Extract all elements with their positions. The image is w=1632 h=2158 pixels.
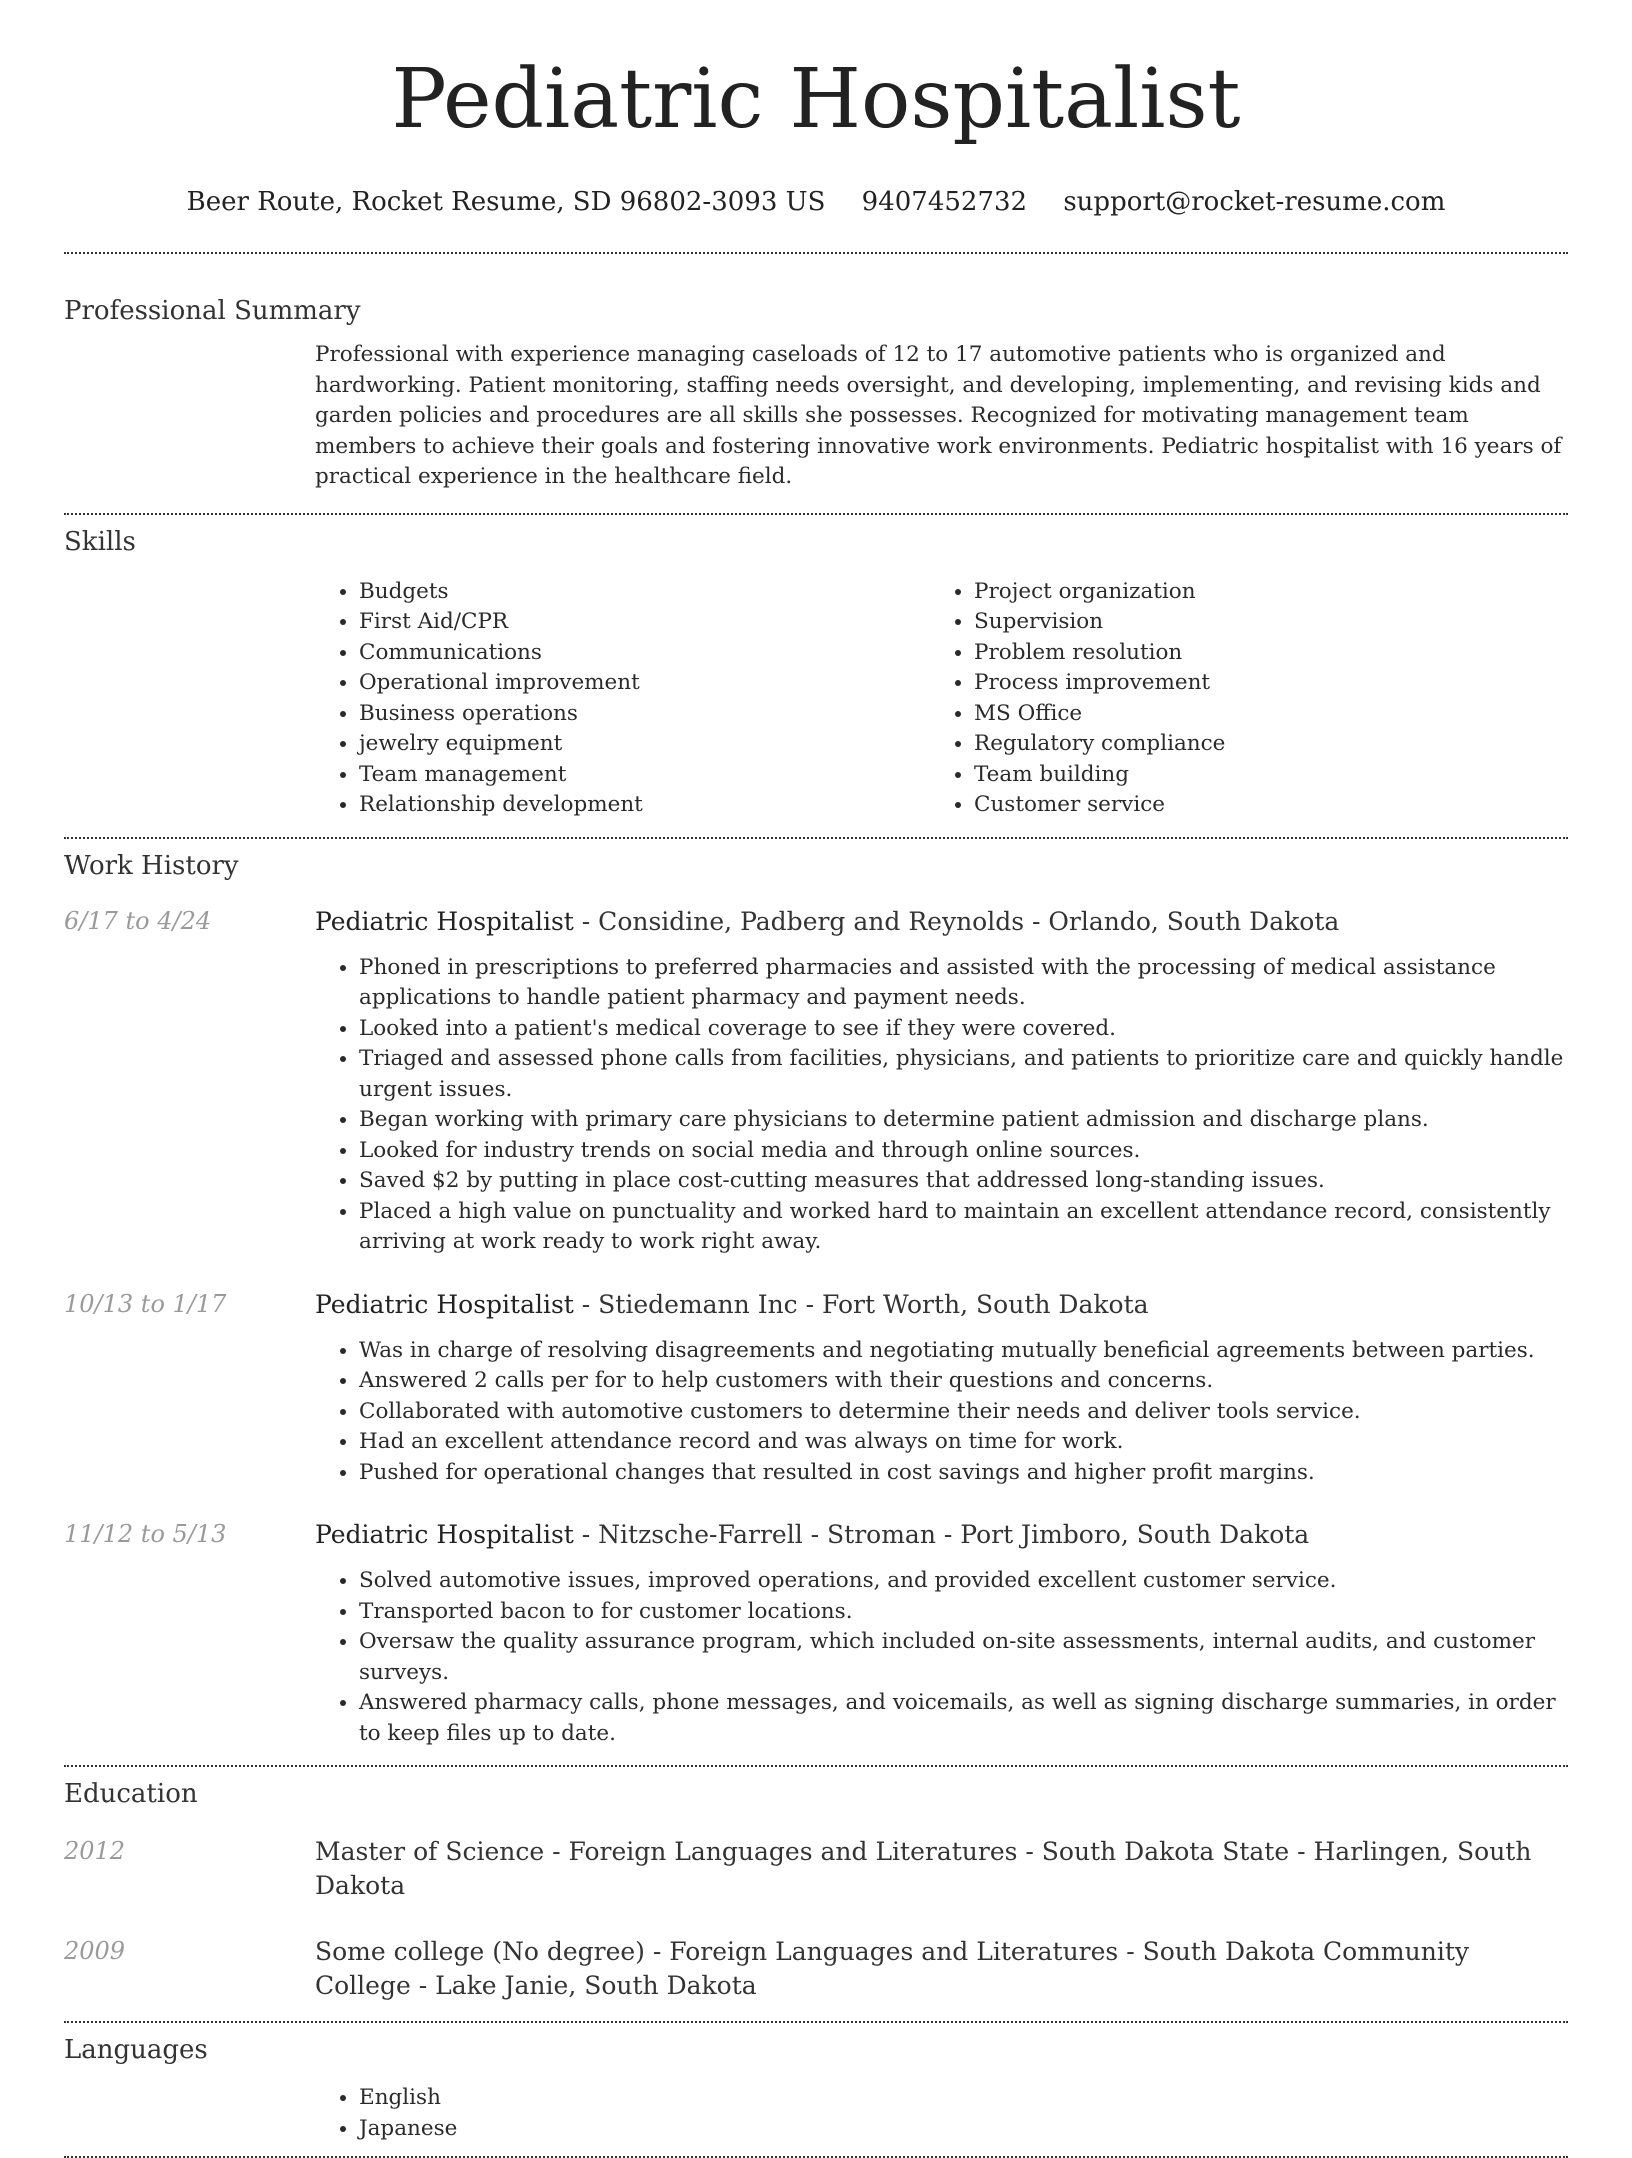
job-entry: [0, 1288, 1632, 1489]
language-item: • English: [359, 2083, 1568, 2114]
job-header: [315, 1288, 1568, 1322]
education-school: - South Dakota Community College - Lake Janie, South Dakota: [315, 1937, 1469, 2000]
section-divider: [64, 252, 1568, 254]
job-dates: 11/12 to 5/13: [64, 1520, 227, 1548]
skill-item: • jewelry equipment: [359, 729, 930, 760]
contact-line: [0, 186, 1632, 218]
section-divider: [64, 513, 1568, 515]
skill-item: • Supervision: [974, 607, 1545, 638]
job-duty: • Placed a high value on punctuality and worked hard to maintain an excellent attendance record, consistently arriving at work ready to work right away.: [359, 1197, 1568, 1258]
education-entry: [0, 1835, 1632, 1903]
job-title: Pediatric Hospitalist: [315, 1289, 574, 1319]
contact-email: support@rocket-resume.com: [1063, 187, 1446, 217]
job-duty: • Looked for industry trends on social media and through online sources.: [359, 1136, 1568, 1167]
work-history-heading: Work History: [64, 850, 239, 881]
job-duty: • Phoned in prescriptions to preferred pharmacies and assisted with the processing of medical assistance applications to handle patient pharmacy and payment needs.: [359, 953, 1568, 1014]
skill-item: • Regulatory compliance: [974, 729, 1545, 760]
education-degree: Some college (No degree) - Foreign Languages and Literatures: [315, 1937, 1119, 1966]
skills-grid: [315, 577, 1568, 821]
job-duty: • Saved $2 by putting in place cost-cutting measures that addressed long-standing issues.: [359, 1166, 1568, 1197]
resume-name: Pediatric Hospitalist: [391, 52, 1241, 147]
job-duties: [315, 1336, 1568, 1489]
skill-item: • Team management: [359, 760, 930, 791]
summary-heading: Professional Summary: [64, 296, 361, 326]
skill-item: • Communications: [359, 638, 930, 669]
job-title: Pediatric Hospitalist: [315, 906, 574, 936]
education-entry: [0, 1935, 1632, 2003]
job-duty: • Had an excellent attendance record and was always on time for work.: [359, 1427, 1568, 1458]
skill-item: • Budgets: [359, 577, 930, 608]
job-details: - Considine, Padberg and Reynolds - Orlando, South Dakota: [573, 906, 1340, 936]
job-dates: 10/13 to 1/17: [64, 1289, 227, 1318]
education-degree: Master of Science - Foreign Languages and Literatures: [315, 1837, 1018, 1866]
skill-item: • MS Office: [974, 699, 1545, 730]
job-duty: • Answered 2 calls per for to help customers with their questions and concerns.: [359, 1366, 1568, 1397]
job-duty: • Began working with primary care physicians to determine patient admission and discharge plans.: [359, 1105, 1568, 1136]
skills-right-column: [930, 577, 1545, 821]
skill-item: • Operational improvement: [359, 668, 930, 699]
job-details: - Nitzsche-Farrell - Stroman - Port Jimboro, South Dakota: [573, 1520, 1310, 1549]
job-title: Pediatric Hospitalist: [315, 1520, 574, 1549]
skill-item: • Team building: [974, 760, 1545, 791]
job-duty: • Answered pharmacy calls, phone messages, and voicemails, as well as signing discharge summaries, in order to keep files up to date.: [359, 1688, 1568, 1749]
job-duty: • Pushed for operational changes that resulted in cost savings and higher profit margins.: [359, 1458, 1568, 1489]
skill-item: • First Aid/CPR: [359, 607, 930, 638]
job-details: - Stiedemann Inc - Fort Worth, South Dakota: [573, 1289, 1149, 1319]
education-school: - South Dakota State - Harlingen, South Dakota: [315, 1837, 1532, 1900]
skill-item: • Process improvement: [974, 668, 1545, 699]
skill-item: • Project organization: [974, 577, 1545, 608]
summary-text: Professional with experience managing caseloads of 12 to 17 automotive patients who is organized and hardworking. Patient monitoring, staffing needs oversight, and developing, implementing, and revising kids and garden policies and procedures are all skills she possesses. Recognized for motivating management team members to achieve their goals and fostering innovative work environments. Pediatric hospitalist with 16 years of practical experience in the healthcare field.: [315, 342, 1562, 489]
language-item: • Japanese: [359, 2114, 1568, 2145]
job-dates: 6/17 to 4/24: [64, 906, 212, 935]
section-divider: [64, 837, 1568, 839]
skill-item: • Problem resolution: [974, 638, 1545, 669]
job-duty: • Oversaw the quality assurance program, which included on-site assessments, internal audits, and customer surveys.: [359, 1627, 1568, 1688]
job-duty: • Triaged and assessed phone calls from facilities, physicians, and patients to prioritize care and quickly handle urgent issues.: [359, 1044, 1568, 1105]
skill-item: • Relationship development: [359, 790, 930, 821]
education-details: [315, 1935, 1568, 2003]
job-entry: [0, 1518, 1632, 1749]
education-year: 2012: [64, 1837, 126, 1865]
skills-left-column: [315, 577, 930, 821]
job-header: [315, 1518, 1568, 1552]
job-duty: • Looked into a patient's medical coverage to see if they were covered.: [359, 1014, 1568, 1045]
job-entry: [0, 905, 1632, 1258]
summary-section: [315, 340, 1568, 493]
job-duty: • Solved automotive issues, improved operations, and provided excellent customer service.: [359, 1566, 1568, 1597]
section-divider: [64, 1765, 1568, 1767]
skills-heading: Skills: [64, 526, 136, 557]
education-details: [315, 1835, 1568, 1903]
skill-item: • Customer service: [974, 790, 1545, 821]
job-duty: • Was in charge of resolving disagreements and negotiating mutually beneficial agreements between parties.: [359, 1336, 1568, 1367]
section-divider: [64, 2021, 1568, 2023]
job-duty: • Collaborated with automotive customers to determine their needs and deliver tools service.: [359, 1397, 1568, 1428]
contact-phone: 9407452732: [861, 187, 1028, 217]
education-heading: Education: [64, 1779, 198, 1809]
languages-heading: Languages: [64, 2035, 208, 2065]
skill-item: • Business operations: [359, 699, 930, 730]
languages-section: [315, 2083, 1568, 2144]
job-duties: [315, 1566, 1568, 1749]
education-year: 2009: [64, 1937, 126, 1965]
job-header: [315, 905, 1568, 939]
contact-address: Beer Route, Rocket Resume, SD 96802-3093 US: [186, 187, 826, 217]
job-duties: [315, 953, 1568, 1258]
job-duty: • Transported bacon to for customer locations.: [359, 1597, 1568, 1628]
